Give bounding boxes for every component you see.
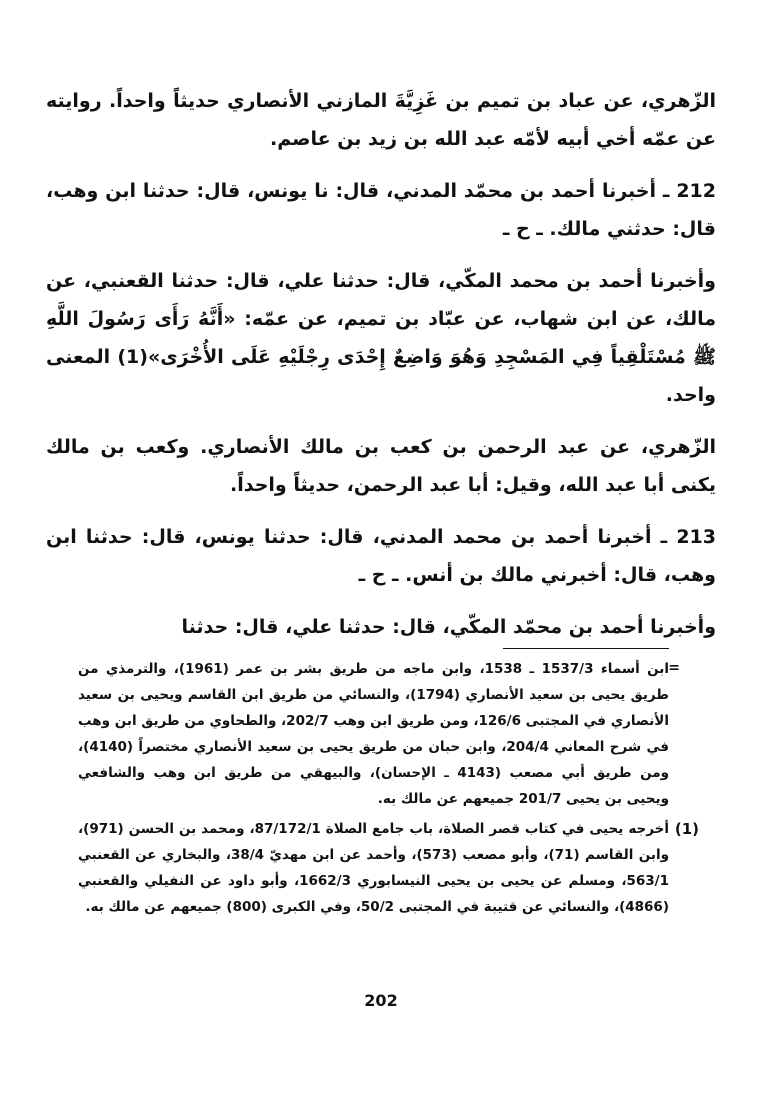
footnote-separator <box>503 648 669 649</box>
footnote-continuation-mark: = <box>668 660 680 676</box>
footnote-1-text: أخرجه يحيى في كتاب قصر الصلاة، باب جامع الصلاة 87/172/1، ومحمد بن الحسن (971)، وابن القاسم (71)، وأبو مصعب (573)، وأحمد عن ابن مهديّ 38/4، والبخاري عن القعنبي 563/1، ومسلم عن يحيى بن يحيى النيسابوري 1662/3، وأبو داود عن النفيلي والقعنبي (4866)، والنسائي عن قتيبة في المجتبى 50/2، وفي الكبرى (800) جميعهم عن مالك به. <box>78 821 669 915</box>
footnote-1 <box>78 816 699 920</box>
paragraph-hadith-212-chain: وأخبرنا أحمد بن محمد المكّي، قال: حدثنا علي، قال: حدثنا القعنبي، عن مالك، عن ابن شهاب، عن عبّاد بن تميم، عن عمّه: «أَنَّهُ رَأَى رَسُولَ اللَّهِ ﷺ مُسْتَلْقِياً فِي المَسْجِدِ وَهُوَ وَاضِعٌ إِحْدَى رِجْلَيْهِ عَلَى الأُخْرَى»(1) المعنى واحد. <box>46 270 717 406</box>
paragraph-hadith-212: 212 ـ أخبرنا أحمد بن محمّد المدني، قال: نا يونس، قال: حدثنا ابن وهب، قال: حدثني مالك. ـ ح ـ <box>46 180 716 240</box>
page-number: 202 <box>364 991 398 1010</box>
paragraph-hadith-213-chain: وأخبرنا أحمد بن محمّد المكّي، قال: حدثنا علي، قال: حدثنا <box>181 616 716 638</box>
footnote-continuation: ابن أسماء 1537/3 ـ 1538، وابن ماجه من طريق بشر بن عمر (1961)، والترمذي من طريق يحيى بن سعيد الأنصاري (1794)، والنسائي من طريق ابن القاسم ويحيى بن سعيد الأنصاري في المجتبى 126/6، ومن طريق ابن وهب 202/7، والطحاوي من طريق ابن وهب في شرح المعاني 204/4، وابن حبان من طريق يحيى بن سعيد الأنصاري مختصراً (4140)، ومن طريق أبي مصعب (4143 ـ الإحسان)، والبيهقي من طريق ابن وهب والشافعي ويحيى بن يحيى 201/7 جميعهم عن مالك به. <box>77 661 670 807</box>
paragraph-hadith-213: 213 ـ أخبرنا أحمد بن محمد المدني، قال: حدثنا يونس، قال: حدثنا ابن وهب، قال: أخبرني مالك بن أنس. ـ ح ـ <box>46 526 716 586</box>
footnotes <box>77 656 699 920</box>
paragraph-zuhri-abdulrahman: الزّهري، عن عبد الرحمن بن كعب بن مالك الأنصاري. وكعب بن مالك يكنى أبا عبد الله، وقيل: أبا عبد الرحمن، حديثاً واحداً. <box>46 436 716 496</box>
main-text <box>46 82 716 660</box>
paragraph-zuhri-abbad: الزّهري، عن عباد بن تميم بن غَزِيَّةَ المازني الأنصاري حديثاً واحداً. روايته عن عمّه أخي أبيه لأمّه عبد الله بن زيد بن عاصم. <box>46 90 716 150</box>
footnote-1-marker: (1) <box>674 820 699 838</box>
